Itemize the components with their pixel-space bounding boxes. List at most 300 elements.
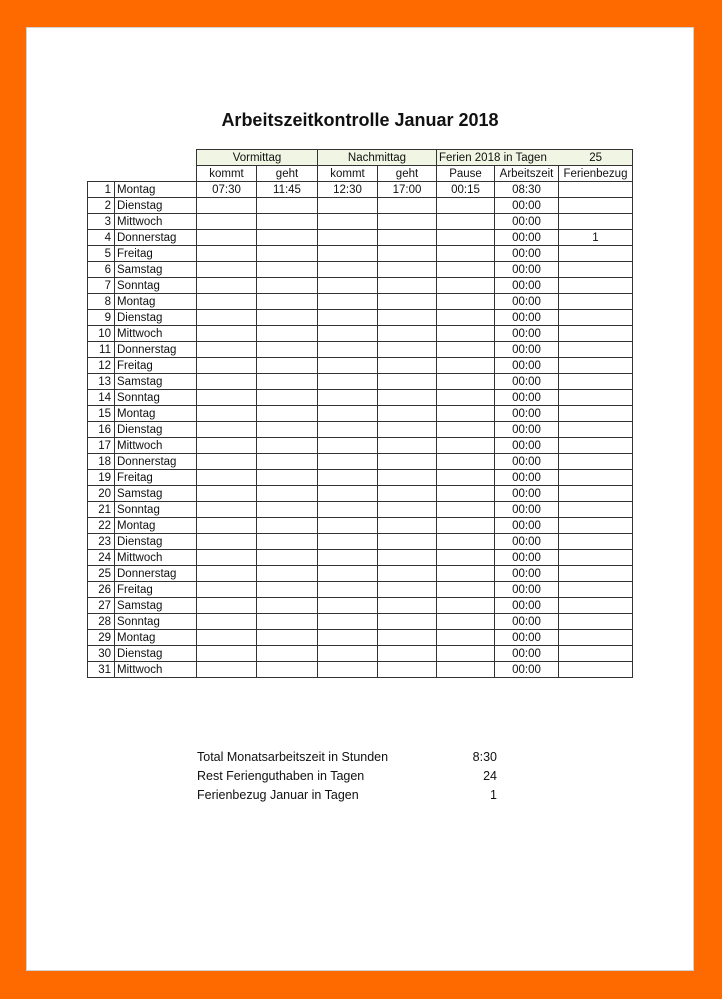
pause-cell [437, 278, 495, 294]
pause-cell [437, 550, 495, 566]
day-number: 17 [88, 438, 115, 454]
pause-cell [437, 326, 495, 342]
vm-geht-cell [257, 550, 318, 566]
nm-geht-cell [378, 294, 437, 310]
table-row [88, 358, 633, 374]
arbeitszeit-cell: 00:00 [495, 630, 559, 646]
vm-kommt-cell: 07:30 [197, 182, 257, 198]
table-row [88, 294, 633, 310]
vm-kommt-cell [197, 550, 257, 566]
day-name: Montag [115, 406, 197, 422]
summary-row [197, 788, 497, 807]
vm-kommt-cell [197, 438, 257, 454]
nm-geht-cell [378, 422, 437, 438]
vm-kommt-cell [197, 406, 257, 422]
nm-geht-cell [378, 278, 437, 294]
ferien-total: 25 [589, 151, 602, 164]
pause-cell [437, 534, 495, 550]
nm-geht-cell [378, 470, 437, 486]
day-name: Samstag [115, 486, 197, 502]
vm-kommt-cell [197, 662, 257, 678]
ferienbezug-cell: 1 [559, 230, 633, 246]
nm-kommt-cell [318, 246, 378, 262]
arbeitszeit-cell: 00:00 [495, 342, 559, 358]
vm-geht-cell [257, 582, 318, 598]
ferienbezug-cell [559, 598, 633, 614]
ferienbezug-cell [559, 310, 633, 326]
pause-cell [437, 646, 495, 662]
arbeitszeit-cell: 00:00 [495, 438, 559, 454]
nm-geht-cell [378, 598, 437, 614]
day-name: Samstag [115, 262, 197, 278]
nm-geht-cell [378, 662, 437, 678]
vm-geht-cell [257, 358, 318, 374]
pause-cell [437, 342, 495, 358]
arbeitszeit-cell: 00:00 [495, 550, 559, 566]
ferienbezug-cell [559, 550, 633, 566]
nm-kommt-cell [318, 598, 378, 614]
vm-kommt-cell [197, 454, 257, 470]
summary [197, 750, 497, 807]
ferienbezug-cell [559, 214, 633, 230]
nm-kommt-cell [318, 582, 378, 598]
day-name: Donnerstag [115, 454, 197, 470]
vm-geht-cell [257, 342, 318, 358]
nm-kommt-cell [318, 486, 378, 502]
nm-geht-cell [378, 454, 437, 470]
pause-cell [437, 614, 495, 630]
vm-geht-cell [257, 406, 318, 422]
day-name: Sonntag [115, 390, 197, 406]
vm-kommt-cell [197, 358, 257, 374]
day-name: Sonntag [115, 278, 197, 294]
arbeitszeit-cell: 08:30 [495, 182, 559, 198]
day-name: Mittwoch [115, 326, 197, 342]
vm-geht-cell [257, 294, 318, 310]
day-number: 21 [88, 502, 115, 518]
arbeitszeit-cell: 00:00 [495, 614, 559, 630]
day-name: Montag [115, 630, 197, 646]
day-number: 31 [88, 662, 115, 678]
day-number: 7 [88, 278, 115, 294]
arbeitszeit-cell: 00:00 [495, 262, 559, 278]
ferienbezug-cell [559, 198, 633, 214]
nm-kommt-cell [318, 550, 378, 566]
pause-cell [437, 310, 495, 326]
day-name: Montag [115, 518, 197, 534]
vm-geht-cell [257, 646, 318, 662]
summary-label: Rest Ferienguthaben in Tagen [197, 769, 365, 783]
pause-cell [437, 566, 495, 582]
pause-cell [437, 486, 495, 502]
nm-kommt-cell [318, 262, 378, 278]
day-number: 16 [88, 422, 115, 438]
vm-kommt-cell [197, 262, 257, 278]
table-row [88, 502, 633, 518]
pause-cell [437, 438, 495, 454]
day-name: Donnerstag [115, 230, 197, 246]
nm-geht-cell [378, 358, 437, 374]
vm-geht-cell [257, 214, 318, 230]
table-row [88, 534, 633, 550]
table-row [88, 246, 633, 262]
nm-kommt-cell [318, 326, 378, 342]
nm-geht-cell [378, 374, 437, 390]
nm-kommt-cell [318, 342, 378, 358]
vm-kommt-cell [197, 294, 257, 310]
pause-cell [437, 518, 495, 534]
table-row [88, 454, 633, 470]
vm-geht-cell [257, 486, 318, 502]
summary-value: 8:30 [472, 750, 497, 764]
day-name: Freitag [115, 246, 197, 262]
vm-kommt-cell [197, 630, 257, 646]
table-row [88, 182, 633, 198]
day-number: 15 [88, 406, 115, 422]
vm-geht-cell [257, 262, 318, 278]
vm-geht-cell [257, 246, 318, 262]
nm-kommt-cell [318, 630, 378, 646]
nm-geht-cell [378, 214, 437, 230]
vm-geht-cell [257, 614, 318, 630]
day-number: 4 [88, 230, 115, 246]
ferien-header [437, 150, 633, 166]
nm-geht-cell [378, 518, 437, 534]
day-name: Dienstag [115, 646, 197, 662]
day-name: Freitag [115, 358, 197, 374]
summary-label: Total Monatsarbeitszeit in Stunden [197, 750, 389, 764]
day-number: 2 [88, 198, 115, 214]
vm-geht-cell [257, 374, 318, 390]
nm-kommt-cell [318, 390, 378, 406]
vm-geht-cell [257, 598, 318, 614]
vm-geht-cell [257, 310, 318, 326]
arbeitszeit-cell: 00:00 [495, 662, 559, 678]
vm-kommt-cell [197, 422, 257, 438]
vm-geht-cell [257, 630, 318, 646]
day-name: Mittwoch [115, 662, 197, 678]
nm-kommt-cell [318, 454, 378, 470]
ferienbezug-cell [559, 342, 633, 358]
ferienbezug-cell [559, 486, 633, 502]
ferienbezug-cell [559, 582, 633, 598]
nm-kommt-cell [318, 230, 378, 246]
arbeitszeit-cell: 00:00 [495, 502, 559, 518]
day-name: Montag [115, 182, 197, 198]
nm-geht-cell [378, 246, 437, 262]
vm-kommt-cell [197, 502, 257, 518]
day-number: 12 [88, 358, 115, 374]
nm-geht-cell [378, 630, 437, 646]
pause-cell [437, 454, 495, 470]
day-name: Dienstag [115, 310, 197, 326]
ferienbezug-header: Ferienbezug [559, 166, 633, 182]
pause-cell [437, 662, 495, 678]
summary-label: Ferienbezug Januar in Tagen [197, 788, 359, 802]
ferien-label: Ferien 2018 in Tagen [439, 151, 547, 164]
day-number: 9 [88, 310, 115, 326]
summary-row [197, 769, 497, 788]
vm-geht-cell [257, 422, 318, 438]
pause-cell [437, 630, 495, 646]
day-name: Montag [115, 294, 197, 310]
arbeitszeit-cell: 00:00 [495, 518, 559, 534]
arbeitszeit-cell: 00:00 [495, 278, 559, 294]
table-row [88, 470, 633, 486]
ferienbezug-cell [559, 326, 633, 342]
day-name: Samstag [115, 374, 197, 390]
day-number: 27 [88, 598, 115, 614]
vm-geht-cell [257, 390, 318, 406]
table-row [88, 422, 633, 438]
day-name: Mittwoch [115, 550, 197, 566]
vm-kommt-cell [197, 214, 257, 230]
day-number: 1 [88, 182, 115, 198]
pause-cell [437, 502, 495, 518]
nm-kommt-cell [318, 614, 378, 630]
pause-cell [437, 230, 495, 246]
day-number: 23 [88, 534, 115, 550]
table-row [88, 230, 633, 246]
time-table [87, 149, 633, 678]
nm-geht-cell [378, 438, 437, 454]
pause-cell [437, 470, 495, 486]
table-row [88, 198, 633, 214]
pause-cell [437, 246, 495, 262]
sheet [26, 27, 694, 971]
vm-geht-cell [257, 278, 318, 294]
day-number: 8 [88, 294, 115, 310]
pause-cell [437, 406, 495, 422]
day-number: 6 [88, 262, 115, 278]
vm-geht-cell [257, 454, 318, 470]
table-row [88, 486, 633, 502]
table-row [88, 438, 633, 454]
day-number: 13 [88, 374, 115, 390]
nm-geht-cell [378, 614, 437, 630]
table-row [88, 374, 633, 390]
ferienbezug-cell [559, 262, 633, 278]
vm-geht-cell [257, 518, 318, 534]
header-row-1 [88, 150, 633, 166]
pause-cell [437, 374, 495, 390]
vm-kommt-cell [197, 470, 257, 486]
day-name: Sonntag [115, 614, 197, 630]
vm-kommt-cell [197, 246, 257, 262]
arbeitszeit-cell: 00:00 [495, 406, 559, 422]
day-number: 24 [88, 550, 115, 566]
arbeitszeit-cell: 00:00 [495, 486, 559, 502]
day-name: Mittwoch [115, 214, 197, 230]
day-number: 19 [88, 470, 115, 486]
pause-header: Pause [437, 166, 495, 182]
ferienbezug-cell [559, 502, 633, 518]
nm-kommt-cell [318, 662, 378, 678]
ferienbezug-cell [559, 566, 633, 582]
vm-geht-cell [257, 534, 318, 550]
day-number: 25 [88, 566, 115, 582]
vm-kommt-cell [197, 326, 257, 342]
nm-kommt-cell [318, 198, 378, 214]
ferienbezug-cell [559, 662, 633, 678]
vm-geht-cell [257, 662, 318, 678]
table-row [88, 310, 633, 326]
arbeitszeit-cell: 00:00 [495, 454, 559, 470]
vm-kommt-cell [197, 198, 257, 214]
nm-kommt-cell [318, 502, 378, 518]
day-number: 10 [88, 326, 115, 342]
ferienbezug-cell [559, 358, 633, 374]
table-row [88, 630, 633, 646]
day-name: Samstag [115, 598, 197, 614]
ferienbezug-cell [559, 630, 633, 646]
arbeitszeit-cell: 00:00 [495, 326, 559, 342]
ferienbezug-cell [559, 518, 633, 534]
vm-geht-header: geht [257, 166, 318, 182]
table-row [88, 326, 633, 342]
table-row [88, 662, 633, 678]
pause-cell [437, 422, 495, 438]
vm-kommt-cell [197, 518, 257, 534]
ferienbezug-cell [559, 422, 633, 438]
arbeitszeit-cell: 00:00 [495, 470, 559, 486]
vm-kommt-cell [197, 646, 257, 662]
vm-kommt-header: kommt [197, 166, 257, 182]
vm-kommt-cell [197, 278, 257, 294]
vm-geht-cell [257, 566, 318, 582]
vm-kommt-cell [197, 582, 257, 598]
table-row [88, 342, 633, 358]
pause-cell [437, 390, 495, 406]
nm-kommt-cell [318, 374, 378, 390]
nm-geht-cell [378, 342, 437, 358]
nm-geht-cell [378, 390, 437, 406]
ferienbezug-cell [559, 374, 633, 390]
nm-kommt-header: kommt [318, 166, 378, 182]
arbeitszeit-cell: 00:00 [495, 646, 559, 662]
arbeitszeit-header: Arbeitszeit [495, 166, 559, 182]
nm-geht-cell [378, 310, 437, 326]
day-number: 18 [88, 454, 115, 470]
table-row [88, 214, 633, 230]
ferienbezug-cell [559, 534, 633, 550]
nm-geht-cell [378, 406, 437, 422]
day-name: Dienstag [115, 198, 197, 214]
ferienbezug-cell [559, 614, 633, 630]
pause-cell [437, 358, 495, 374]
ferienbezug-cell [559, 294, 633, 310]
arbeitszeit-cell: 00:00 [495, 534, 559, 550]
vm-kommt-cell [197, 342, 257, 358]
table-row [88, 278, 633, 294]
table-row [88, 598, 633, 614]
nm-kommt-cell [318, 518, 378, 534]
day-name: Donnerstag [115, 342, 197, 358]
day-name: Freitag [115, 582, 197, 598]
pause-cell [437, 262, 495, 278]
ferienbezug-cell [559, 182, 633, 198]
day-name: Sonntag [115, 502, 197, 518]
arbeitszeit-cell: 00:00 [495, 374, 559, 390]
nm-geht-cell [378, 646, 437, 662]
vm-kommt-cell [197, 230, 257, 246]
nm-geht-cell [378, 198, 437, 214]
table-row [88, 518, 633, 534]
nm-geht-cell [378, 566, 437, 582]
day-name: Mittwoch [115, 438, 197, 454]
arbeitszeit-cell: 00:00 [495, 198, 559, 214]
ferienbezug-cell [559, 390, 633, 406]
arbeitszeit-cell: 00:00 [495, 582, 559, 598]
ferienbezug-cell [559, 646, 633, 662]
arbeitszeit-cell: 00:00 [495, 390, 559, 406]
table-row [88, 390, 633, 406]
nachmittag-header: Nachmittag [318, 150, 437, 166]
vm-geht-cell [257, 230, 318, 246]
vm-kommt-cell [197, 390, 257, 406]
arbeitszeit-cell: 00:00 [495, 422, 559, 438]
arbeitszeit-cell: 00:00 [495, 214, 559, 230]
vm-kommt-cell [197, 486, 257, 502]
table-row [88, 262, 633, 278]
pause-cell [437, 294, 495, 310]
page-title: Arbeitszeitkontrolle Januar 2018 [221, 110, 499, 130]
table-row [88, 550, 633, 566]
day-number: 3 [88, 214, 115, 230]
arbeitszeit-cell: 00:00 [495, 358, 559, 374]
ferienbezug-cell [559, 438, 633, 454]
header-row-2 [88, 166, 633, 182]
day-number: 30 [88, 646, 115, 662]
table-row [88, 646, 633, 662]
ferienbezug-cell [559, 470, 633, 486]
nm-kommt-cell: 12:30 [318, 182, 378, 198]
nm-geht-cell [378, 502, 437, 518]
day-number: 28 [88, 614, 115, 630]
nm-kommt-cell [318, 470, 378, 486]
day-number: 5 [88, 246, 115, 262]
nm-kommt-cell [318, 646, 378, 662]
day-number: 20 [88, 486, 115, 502]
ferienbezug-cell [559, 278, 633, 294]
nm-geht-cell [378, 550, 437, 566]
summary-row [197, 750, 497, 769]
ferienbezug-cell [559, 454, 633, 470]
arbeitszeit-cell: 00:00 [495, 294, 559, 310]
nm-geht-cell: 17:00 [378, 182, 437, 198]
vm-kommt-cell [197, 598, 257, 614]
nm-geht-cell [378, 230, 437, 246]
nm-kommt-cell [318, 358, 378, 374]
nm-geht-cell [378, 326, 437, 342]
day-number: 14 [88, 390, 115, 406]
day-number: 26 [88, 582, 115, 598]
vm-geht-cell [257, 438, 318, 454]
nm-geht-cell [378, 534, 437, 550]
vm-geht-cell [257, 326, 318, 342]
vm-kommt-cell [197, 310, 257, 326]
vm-kommt-cell [197, 534, 257, 550]
pause-cell [437, 198, 495, 214]
ferienbezug-cell [559, 406, 633, 422]
vm-kommt-cell [197, 614, 257, 630]
vm-geht-cell [257, 198, 318, 214]
vm-geht-cell: 11:45 [257, 182, 318, 198]
nm-geht-cell [378, 486, 437, 502]
day-name: Donnerstag [115, 566, 197, 582]
vm-geht-cell [257, 470, 318, 486]
arbeitszeit-cell: 00:00 [495, 246, 559, 262]
